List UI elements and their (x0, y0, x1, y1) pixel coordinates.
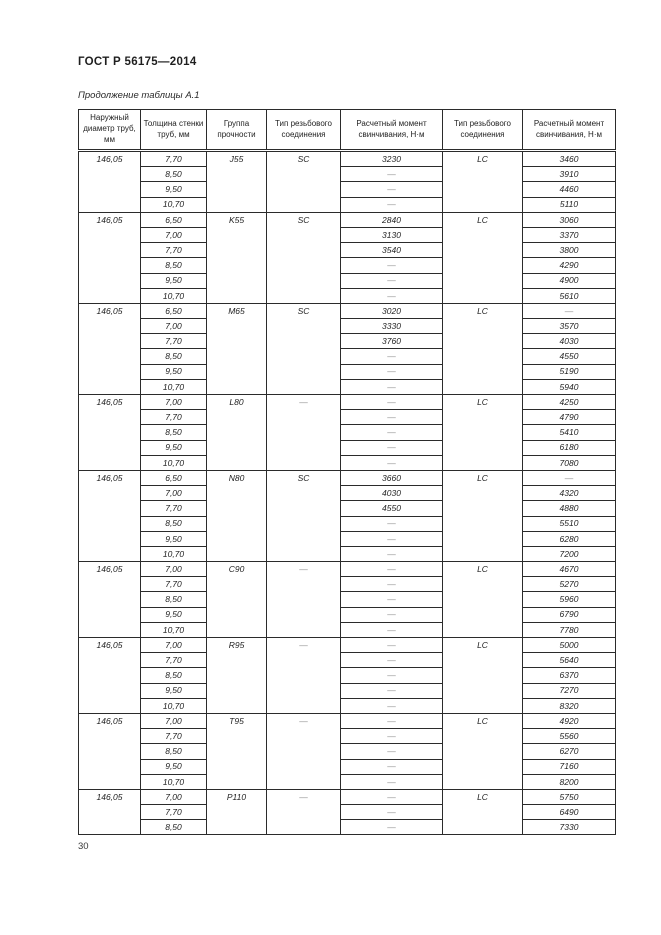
table-row (79, 151, 616, 167)
cell-wall-thickness: 7,70 (141, 805, 207, 820)
cell-makeup-torque-sc: — (341, 668, 443, 683)
cell-makeup-torque-sc: 3330 (341, 319, 443, 334)
cell-outer-diameter: 146,05 (79, 638, 141, 714)
cell-makeup-torque-sc: 2840 (341, 212, 443, 227)
cell-wall-thickness: 8,50 (141, 167, 207, 182)
cell-makeup-torque-lc: 6280 (523, 531, 616, 546)
cell-makeup-torque-sc: 3130 (341, 227, 443, 242)
table-row (79, 410, 616, 425)
table-row (79, 622, 616, 637)
cell-makeup-torque-lc: 3570 (523, 319, 616, 334)
cell-connection-type-sc: SC (267, 151, 341, 213)
cell-wall-thickness: 6,50 (141, 303, 207, 318)
column-header-outer-diameter: Наружный диаметр труб, мм (79, 110, 141, 151)
table-row (79, 683, 616, 698)
table-row (79, 227, 616, 242)
table-row (79, 273, 616, 288)
cell-makeup-torque-lc: 4790 (523, 410, 616, 425)
table-row (79, 516, 616, 531)
table-row (79, 805, 616, 820)
cell-makeup-torque-lc: 5000 (523, 638, 616, 653)
document-code: ГОСТ Р 56175—2014 (78, 56, 197, 68)
cell-makeup-torque-lc: 4460 (523, 182, 616, 197)
cell-wall-thickness: 9,50 (141, 364, 207, 379)
cell-wall-thickness: 8,50 (141, 349, 207, 364)
cell-makeup-torque-sc: — (341, 273, 443, 288)
cell-makeup-torque-sc: — (341, 622, 443, 637)
cell-makeup-torque-lc: 4550 (523, 349, 616, 364)
cell-makeup-torque-lc: 8320 (523, 698, 616, 713)
table-row (79, 607, 616, 622)
cell-connection-type-sc: — (267, 395, 341, 471)
column-header-strength-group: Группа прочности (207, 110, 267, 151)
table-row (79, 425, 616, 440)
cell-makeup-torque-lc: 7270 (523, 683, 616, 698)
cell-wall-thickness: 10,70 (141, 774, 207, 789)
cell-makeup-torque-sc: — (341, 288, 443, 303)
cell-wall-thickness: 7,00 (141, 227, 207, 242)
cell-makeup-torque-lc: 5940 (523, 379, 616, 394)
table-row (79, 288, 616, 303)
cell-wall-thickness: 7,70 (141, 410, 207, 425)
cell-wall-thickness: 9,50 (141, 607, 207, 622)
cell-makeup-torque-sc: — (341, 440, 443, 455)
cell-wall-thickness: 9,50 (141, 531, 207, 546)
cell-connection-type-lc: LC (443, 303, 523, 394)
cell-connection-type-sc: SC (267, 212, 341, 303)
cell-makeup-torque-lc: 5640 (523, 653, 616, 668)
cell-wall-thickness: 7,70 (141, 653, 207, 668)
cell-makeup-torque-sc: — (341, 698, 443, 713)
cell-makeup-torque-sc: — (341, 531, 443, 546)
table-row (79, 243, 616, 258)
cell-wall-thickness: 9,50 (141, 440, 207, 455)
cell-makeup-torque-sc: — (341, 395, 443, 410)
cell-makeup-torque-sc: — (341, 577, 443, 592)
cell-makeup-torque-sc: — (341, 425, 443, 440)
table-row (79, 744, 616, 759)
cell-wall-thickness: 7,70 (141, 729, 207, 744)
table-row (79, 698, 616, 713)
cell-wall-thickness: 8,50 (141, 516, 207, 531)
cell-makeup-torque-sc: — (341, 379, 443, 394)
cell-connection-type-lc: LC (443, 562, 523, 638)
cell-makeup-torque-sc: — (341, 607, 443, 622)
cell-makeup-torque-sc: — (341, 182, 443, 197)
cell-strength-group: T95 (207, 713, 267, 789)
cell-wall-thickness: 8,50 (141, 258, 207, 273)
table-row (79, 334, 616, 349)
cell-outer-diameter: 146,05 (79, 303, 141, 394)
cell-connection-type-lc: LC (443, 212, 523, 303)
table-row (79, 395, 616, 410)
table-row (79, 501, 616, 516)
cell-wall-thickness: 7,00 (141, 319, 207, 334)
cell-makeup-torque-sc: — (341, 410, 443, 425)
table-row (79, 638, 616, 653)
table-body (79, 151, 616, 835)
table-row (79, 562, 616, 577)
cell-wall-thickness: 7,00 (141, 486, 207, 501)
table-row (79, 546, 616, 561)
cell-wall-thickness: 8,50 (141, 425, 207, 440)
cell-connection-type-sc: — (267, 713, 341, 789)
column-header-makeup-torque-lc: Расчетный момент свинчивания, Н·м (523, 110, 616, 151)
table-row (79, 349, 616, 364)
cell-makeup-torque-sc: 4030 (341, 486, 443, 501)
cell-makeup-torque-sc: — (341, 258, 443, 273)
cell-makeup-torque-sc: — (341, 546, 443, 561)
cell-makeup-torque-sc: — (341, 562, 443, 577)
cell-makeup-torque-sc: — (341, 729, 443, 744)
cell-makeup-torque-sc: — (341, 789, 443, 804)
cell-makeup-torque-lc: 7330 (523, 820, 616, 835)
cell-makeup-torque-sc: — (341, 349, 443, 364)
cell-connection-type-lc: LC (443, 638, 523, 714)
cell-outer-diameter: 146,05 (79, 395, 141, 471)
cell-makeup-torque-lc: 5750 (523, 789, 616, 804)
table-row (79, 455, 616, 470)
cell-makeup-torque-sc: — (341, 197, 443, 212)
cell-makeup-torque-lc: — (523, 303, 616, 318)
table-caption: Продолжение таблицы А.1 (78, 90, 200, 101)
cell-strength-group: J55 (207, 151, 267, 213)
cell-wall-thickness: 8,50 (141, 744, 207, 759)
table-row (79, 303, 616, 318)
cell-wall-thickness: 7,00 (141, 789, 207, 804)
table-row (79, 820, 616, 835)
cell-makeup-torque-lc: 7780 (523, 622, 616, 637)
cell-makeup-torque-lc: 5190 (523, 364, 616, 379)
cell-makeup-torque-lc: 6180 (523, 440, 616, 455)
cell-makeup-torque-sc: — (341, 713, 443, 728)
cell-strength-group: P110 (207, 789, 267, 835)
cell-makeup-torque-lc: 8200 (523, 774, 616, 789)
cell-connection-type-sc: — (267, 638, 341, 714)
page-number: 30 (78, 841, 89, 852)
table-row (79, 653, 616, 668)
cell-makeup-torque-sc: 3230 (341, 151, 443, 167)
cell-wall-thickness: 10,70 (141, 546, 207, 561)
cell-wall-thickness: 10,70 (141, 698, 207, 713)
table-row (79, 167, 616, 182)
cell-wall-thickness: 8,50 (141, 820, 207, 835)
cell-makeup-torque-lc: 4320 (523, 486, 616, 501)
cell-wall-thickness: 9,50 (141, 683, 207, 698)
cell-wall-thickness: 7,00 (141, 562, 207, 577)
cell-wall-thickness: 7,00 (141, 638, 207, 653)
table-row (79, 668, 616, 683)
cell-wall-thickness: 8,50 (141, 668, 207, 683)
table-row (79, 774, 616, 789)
cell-makeup-torque-lc: 7080 (523, 455, 616, 470)
cell-makeup-torque-sc: 3660 (341, 470, 443, 485)
table-header-row (79, 110, 616, 151)
cell-makeup-torque-lc: 4920 (523, 713, 616, 728)
cell-makeup-torque-lc: 4030 (523, 334, 616, 349)
column-header-connection-type-sc: Тип резьбового соединения (267, 110, 341, 151)
cell-makeup-torque-lc: 5410 (523, 425, 616, 440)
cell-connection-type-lc: LC (443, 470, 523, 561)
cell-makeup-torque-lc: 6370 (523, 668, 616, 683)
cell-wall-thickness: 7,00 (141, 395, 207, 410)
cell-makeup-torque-sc: — (341, 759, 443, 774)
cell-wall-thickness: 7,00 (141, 713, 207, 728)
column-header-makeup-torque-sc: Расчетный момент свинчивания, Н·м (341, 110, 443, 151)
cell-makeup-torque-lc: — (523, 470, 616, 485)
cell-makeup-torque-sc: — (341, 592, 443, 607)
cell-makeup-torque-lc: 3460 (523, 151, 616, 167)
cell-strength-group: M65 (207, 303, 267, 394)
cell-outer-diameter: 146,05 (79, 562, 141, 638)
table-row (79, 379, 616, 394)
cell-wall-thickness: 7,70 (141, 151, 207, 167)
cell-wall-thickness: 10,70 (141, 379, 207, 394)
cell-makeup-torque-lc: 4670 (523, 562, 616, 577)
torque-table (78, 109, 616, 835)
cell-makeup-torque-sc: — (341, 820, 443, 835)
cell-makeup-torque-sc: 3540 (341, 243, 443, 258)
cell-makeup-torque-sc: — (341, 653, 443, 668)
cell-strength-group: K55 (207, 212, 267, 303)
cell-connection-type-sc: SC (267, 303, 341, 394)
cell-makeup-torque-lc: 3060 (523, 212, 616, 227)
table-row (79, 592, 616, 607)
cell-wall-thickness: 10,70 (141, 455, 207, 470)
table-row (79, 440, 616, 455)
cell-strength-group: N80 (207, 470, 267, 561)
cell-makeup-torque-sc: — (341, 516, 443, 531)
cell-wall-thickness: 9,50 (141, 273, 207, 288)
table-row (79, 486, 616, 501)
cell-connection-type-sc: SC (267, 470, 341, 561)
cell-outer-diameter: 146,05 (79, 212, 141, 303)
cell-makeup-torque-sc: — (341, 774, 443, 789)
column-header-connection-type-lc: Тип резьбового соединения (443, 110, 523, 151)
cell-makeup-torque-lc: 6490 (523, 805, 616, 820)
cell-makeup-torque-lc: 3800 (523, 243, 616, 258)
cell-wall-thickness: 7,70 (141, 243, 207, 258)
cell-connection-type-lc: LC (443, 789, 523, 835)
cell-wall-thickness: 6,50 (141, 470, 207, 485)
table-row (79, 729, 616, 744)
table-row (79, 470, 616, 485)
cell-connection-type-lc: LC (443, 395, 523, 471)
cell-wall-thickness: 9,50 (141, 759, 207, 774)
cell-wall-thickness: 10,70 (141, 197, 207, 212)
cell-makeup-torque-lc: 5270 (523, 577, 616, 592)
cell-makeup-torque-lc: 5960 (523, 592, 616, 607)
cell-outer-diameter: 146,05 (79, 470, 141, 561)
table-row (79, 577, 616, 592)
cell-wall-thickness: 7,70 (141, 577, 207, 592)
cell-makeup-torque-lc: 4290 (523, 258, 616, 273)
cell-makeup-torque-sc: — (341, 744, 443, 759)
cell-makeup-torque-sc: — (341, 683, 443, 698)
cell-makeup-torque-lc: 5560 (523, 729, 616, 744)
cell-strength-group: R95 (207, 638, 267, 714)
cell-makeup-torque-lc: 5110 (523, 197, 616, 212)
cell-makeup-torque-lc: 4250 (523, 395, 616, 410)
cell-makeup-torque-lc: 7160 (523, 759, 616, 774)
cell-outer-diameter: 146,05 (79, 713, 141, 789)
table-row (79, 789, 616, 804)
cell-wall-thickness: 10,70 (141, 288, 207, 303)
table-row (79, 713, 616, 728)
cell-makeup-torque-lc: 3910 (523, 167, 616, 182)
cell-makeup-torque-sc: 3760 (341, 334, 443, 349)
cell-connection-type-sc: — (267, 562, 341, 638)
table-row (79, 212, 616, 227)
cell-makeup-torque-lc: 5510 (523, 516, 616, 531)
cell-outer-diameter: 146,05 (79, 151, 141, 213)
cell-makeup-torque-lc: 3370 (523, 227, 616, 242)
cell-makeup-torque-sc: — (341, 167, 443, 182)
table-row (79, 197, 616, 212)
cell-makeup-torque-sc: — (341, 805, 443, 820)
cell-makeup-torque-lc: 4880 (523, 501, 616, 516)
cell-makeup-torque-sc: — (341, 364, 443, 379)
cell-wall-thickness: 10,70 (141, 622, 207, 637)
table-row (79, 531, 616, 546)
cell-strength-group: L80 (207, 395, 267, 471)
cell-makeup-torque-lc: 4900 (523, 273, 616, 288)
cell-makeup-torque-sc: — (341, 455, 443, 470)
cell-makeup-torque-sc: 4550 (341, 501, 443, 516)
table-row (79, 364, 616, 379)
cell-wall-thickness: 8,50 (141, 592, 207, 607)
cell-makeup-torque-lc: 5610 (523, 288, 616, 303)
cell-connection-type-lc: LC (443, 713, 523, 789)
cell-wall-thickness: 6,50 (141, 212, 207, 227)
cell-makeup-torque-sc: 3020 (341, 303, 443, 318)
cell-wall-thickness: 9,50 (141, 182, 207, 197)
cell-makeup-torque-lc: 7200 (523, 546, 616, 561)
cell-makeup-torque-lc: 6270 (523, 744, 616, 759)
cell-wall-thickness: 7,70 (141, 334, 207, 349)
table-row (79, 759, 616, 774)
table-row (79, 182, 616, 197)
cell-connection-type-sc: — (267, 789, 341, 835)
cell-outer-diameter: 146,05 (79, 789, 141, 835)
cell-makeup-torque-sc: — (341, 638, 443, 653)
cell-connection-type-lc: LC (443, 151, 523, 213)
cell-makeup-torque-lc: 6790 (523, 607, 616, 622)
cell-strength-group: C90 (207, 562, 267, 638)
column-header-wall-thickness: Толщина стенки труб, мм (141, 110, 207, 151)
cell-wall-thickness: 7,70 (141, 501, 207, 516)
table-row (79, 258, 616, 273)
table-row (79, 319, 616, 334)
